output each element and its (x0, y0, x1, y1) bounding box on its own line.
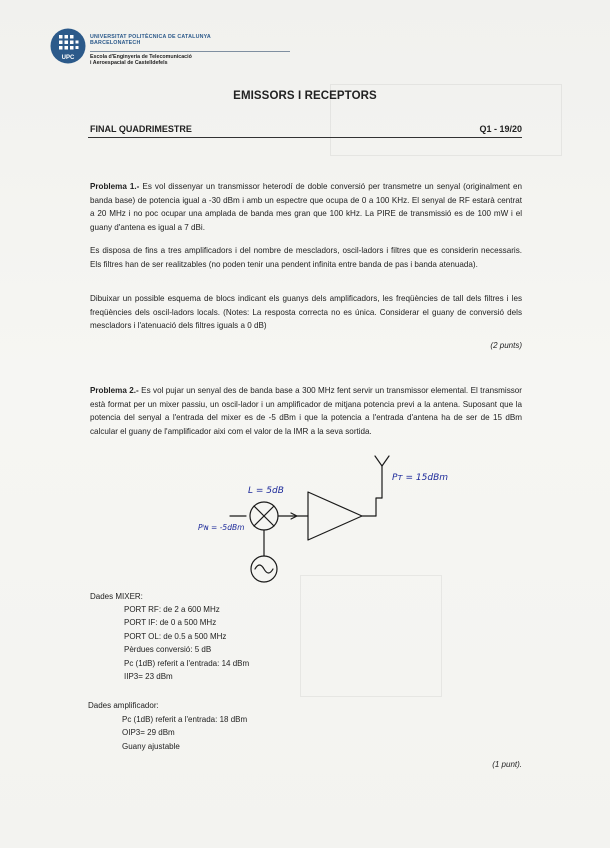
list-item: OIP3= 29 dBm (122, 728, 175, 738)
diagram-loss-label: L = 5dB (248, 486, 284, 496)
list-item: Pc (1dB) referit a l'entrada: 18 dBm (122, 715, 248, 724)
school-name: Escola d'Enginyeria de Telecomunicació i Aeroespacial de Castelldefels (90, 54, 192, 67)
mixer-spec-list (124, 603, 249, 683)
diagram-pin-label: Pᴵɴ = -5dBm (198, 523, 245, 532)
list-item: PORT OL: de 0.5 a 500 MHz (124, 631, 227, 641)
list-item: PORT IF: de 0 a 500 MHz (124, 618, 217, 628)
amplifier-spec-list (122, 713, 247, 753)
problem1-paragraph3: Dibuixar un possible esquema de blocs indicant els guanys dels amplificadors, les freqüències de tall dels filtres i les freqüències dels oscil-ladors locals. (Notes: La resposta correcta no es única. Considerar el guany de conversió dels mescladors i l'atenuació dels filtres iguals a 0 dB) (90, 294, 522, 331)
problem1-paragraph1: Es vol dissenyar un transmissor heterodí de doble conversió per transmetre un senyal (originalment en banda base) de potencia igual a -30 dBm i amb un espectre que ocupa de 0 a 100 KHz. El senyal de RF estarà centrat a 20 MHz i no poc ocupar una amplada de banda mes gran que 100 kHz. La PIRE de transmissió es de 100 mW i el guany d'antena es igual a 7 dBi. (90, 182, 522, 232)
list-item: Pc (1dB) referit a l'entrada: 14 dBm (124, 658, 250, 668)
mixer-heading: Dades MIXER: (90, 592, 143, 601)
antenna-feed-line (376, 498, 382, 516)
problem1-label: Problema 1.- (90, 182, 140, 191)
problem1-points: (2 punts) (490, 341, 522, 350)
logo-label: UPC (61, 55, 75, 61)
problem1-paragraph2: Es disposa de fins a tres amplificadors i del nombre de mescladors, oscil-ladors i filtres que es considerin necessaris. Els filtres han de ser realitzables (no poden tenir una pendent infinita entre banda de pas i banda atenuada). (90, 246, 522, 269)
list-item: Pèrdues conversió: 5 dB (124, 645, 212, 655)
exam-code: Q1 - 19/20 (479, 124, 522, 134)
diagram-pt-label: Pᴛ = 15dBm (392, 473, 449, 483)
amplifier-heading: Dades amplificador: (88, 701, 159, 710)
exam-type: FINAL QUADRIMESTRE (90, 124, 192, 134)
list-item: IIP3= 23 dBm (124, 672, 173, 682)
amplifier-triangle-icon (308, 492, 362, 540)
problem2-label: Problema 2.- (90, 386, 139, 395)
university-name: UNIVERSITAT POLITÈCNICA DE CATALUNYA BARCELONATECH (90, 34, 211, 47)
problem2-points: (1 punt). (492, 760, 522, 769)
list-item: PORT RF: de 2 a 600 MHz (124, 605, 220, 614)
page-title: EMISSORS I RECEPTORS (233, 90, 377, 102)
antenna-icon (375, 456, 389, 466)
problem2-text: Es vol pujar un senyal des de banda base a 300 MHz fent servir un transmissor elemental. El transmissor està format per un mixer passiu, un oscil-lador i un amplificador de mitjana potencia previ a la antena. Suposant que la potencia del senyal a l'entrada del mixer es de -5 dBm i que la potencia a l'entrada d'antena ha de ser de 15 dBm calcular el guany de l'amplificador aixi com el valor de la IMR a la seva sortida. (90, 386, 522, 436)
sine-wave-icon (255, 565, 273, 573)
list-item: Guany ajustable (122, 741, 180, 751)
